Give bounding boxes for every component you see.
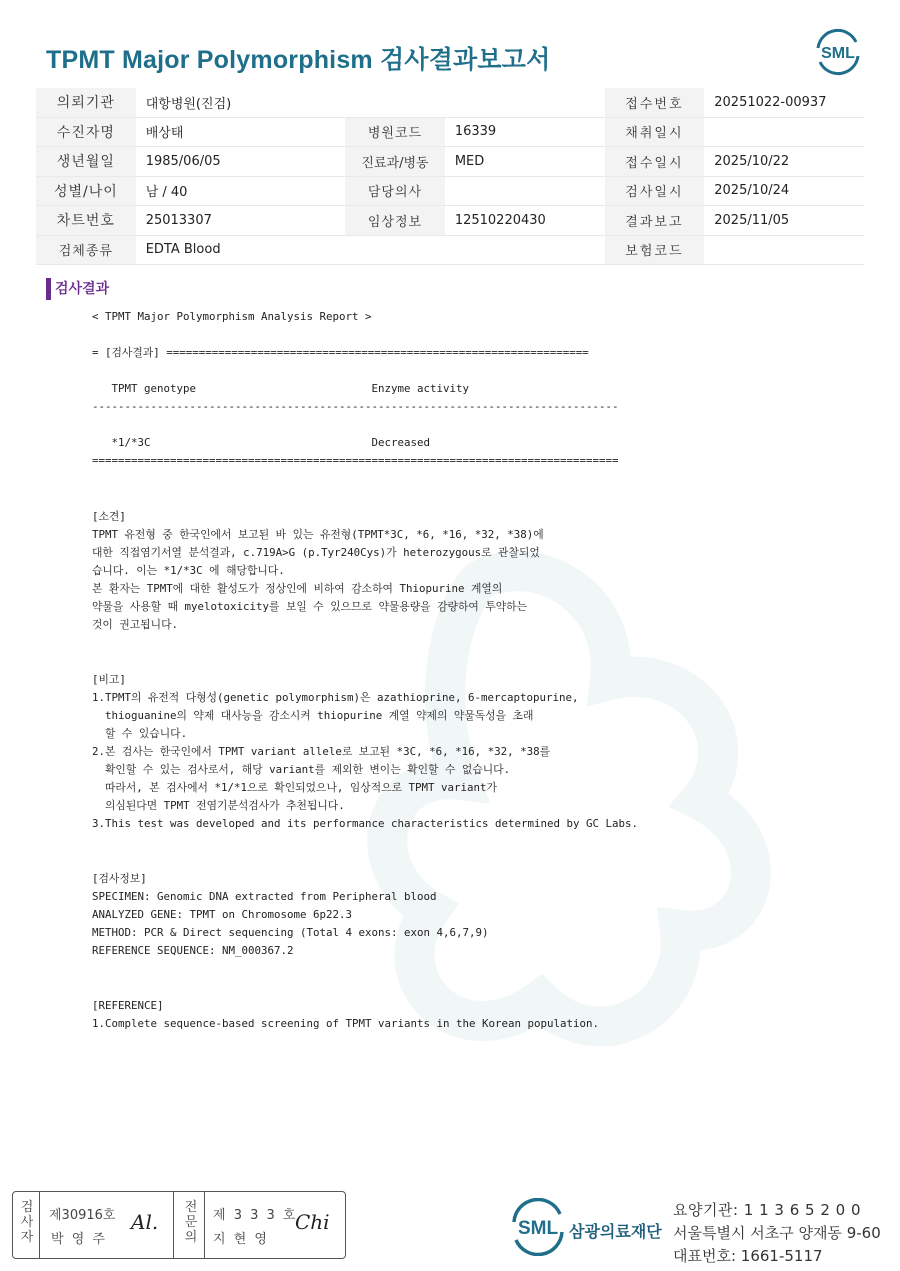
value-birthdate: 1985/06/05 bbox=[136, 147, 345, 177]
equals-divider: ================================================================================= bbox=[92, 454, 619, 467]
reference-line: 1.Complete sequence-based screening of TPMT variants in the Korean population. bbox=[92, 1017, 600, 1030]
value-department: MED bbox=[445, 147, 605, 177]
note-title: [비고] bbox=[92, 673, 126, 686]
note-line: 할 수 있습니다. bbox=[92, 727, 188, 740]
note-line: thioguanine의 약제 대사능을 감소시켜 thiopurine 계열 약제의 약물독성을 초래 bbox=[92, 709, 534, 722]
examiner-license-no: 제30916호 bbox=[49, 1208, 116, 1223]
reference-title: [REFERENCE] bbox=[92, 999, 164, 1012]
patient-info-table bbox=[36, 88, 864, 265]
label-chart-no: 차트번호 bbox=[36, 206, 136, 236]
specialist-name: 지 현 영 bbox=[213, 1232, 269, 1247]
value-receipt-no: 20251022-00937 bbox=[704, 88, 864, 117]
result-column-headers: TPMT genotype Enzyme activity bbox=[92, 382, 470, 395]
value-clinical-info: 12510220430 bbox=[445, 206, 605, 236]
org-phone: 대표번호: 1661-5117 bbox=[673, 1247, 823, 1265]
test-info-line: METHOD: PCR & Direct sequencing (Total 4 exons: exon 4,6,7,9) bbox=[92, 926, 489, 939]
label-specimen-type: 검체종류 bbox=[36, 235, 136, 265]
note-line: 의심된다면 TPMT 전염기분석검사가 추천됩니다. bbox=[92, 799, 345, 812]
examiner-name: 박 영 주 bbox=[51, 1232, 107, 1247]
value-requester: 대항병원(진검) bbox=[136, 88, 445, 117]
note-line: 1.TPMT의 유전적 다형성(genetic polymorphism)은 azathioprine, 6-mercaptopurine, bbox=[92, 691, 579, 704]
specialist-label: 전문의 bbox=[184, 1200, 198, 1245]
info-row bbox=[36, 88, 864, 117]
opinion-line: 것이 권고됩니다. bbox=[92, 618, 179, 631]
label-receipt-date: 접수일시 bbox=[605, 147, 705, 177]
opinion-line: 약물을 사용할 때 myelotoxicity를 보일 수 있으므로 약물용량을 감량하여 투약하는 bbox=[92, 600, 528, 613]
org-name: 삼광의료재단 bbox=[569, 1222, 662, 1241]
test-info-title: [검사정보] bbox=[92, 872, 147, 885]
value-insurance-code bbox=[704, 235, 864, 265]
label-patient-name: 수진자명 bbox=[36, 117, 136, 147]
value-doctor bbox=[445, 176, 605, 206]
label-sex-age: 성별/나이 bbox=[36, 176, 136, 206]
section-heading-results: 검사결과 bbox=[46, 278, 109, 300]
info-row bbox=[36, 176, 864, 206]
value-collection-date bbox=[704, 117, 864, 147]
examiner-signature: Al. bbox=[131, 1210, 159, 1234]
value-hospital-code: 16339 bbox=[445, 117, 605, 147]
examiner-label: 검사자 bbox=[20, 1200, 34, 1245]
result-bar: = [검사결과] ================================================================= bbox=[92, 346, 589, 359]
report-heading: < TPMT Major Polymorphism Analysis Report > bbox=[92, 310, 372, 323]
svg-text:SML: SML bbox=[517, 1218, 559, 1239]
test-info-line: ANALYZED GENE: TPMT on Chromosome 6p22.3 bbox=[92, 908, 353, 921]
label-requester: 의뢰기관 bbox=[36, 88, 136, 117]
specialist-signature: Chi bbox=[295, 1210, 330, 1234]
label-doctor: 담당의사 bbox=[345, 176, 445, 206]
label-receipt-no: 접수번호 bbox=[605, 88, 705, 117]
value-receipt-date: 2025/10/22 bbox=[704, 147, 864, 177]
note-line: 확인할 수 있는 검사로서, 해당 variant를 제외한 변이는 확인할 수 없습니다. bbox=[92, 763, 511, 776]
note-line: 2.본 검사는 한국인에서 TPMT variant allele로 보고된 *3C, *6, *16, *32, *38를 bbox=[92, 745, 551, 758]
value-sex-age: 남 / 40 bbox=[136, 176, 345, 206]
dash-divider: --------------------------------------------------------------------------------- bbox=[92, 400, 619, 413]
svg-text:SML: SML bbox=[821, 45, 855, 62]
value-report-date: 2025/11/05 bbox=[704, 206, 864, 236]
note-line: 3.This test was developed and its performance characteristics determined by GC Labs. bbox=[92, 817, 639, 830]
info-row bbox=[36, 206, 864, 236]
label-test-date: 검사일시 bbox=[605, 176, 705, 206]
label-hospital-code: 병원코드 bbox=[345, 117, 445, 147]
label-department: 진료과/병동 bbox=[345, 147, 445, 177]
sml-logo-icon bbox=[812, 28, 864, 76]
label-insurance-code: 보험코드 bbox=[605, 235, 705, 265]
opinion-line: TPMT 유전형 중 한국인에서 보고된 바 있는 유전형(TPMT*3C, *6, *16, *32, *38)에 bbox=[92, 528, 544, 541]
test-info-line: REFERENCE SEQUENCE: NM_000367.2 bbox=[92, 944, 294, 957]
specialist-license-no: 제 3 3 3 호 bbox=[213, 1208, 298, 1223]
result-row: *1/*3C Decreased bbox=[92, 436, 431, 449]
note-line: 따라서, 본 검사에서 *1/*1으로 확인되었으나, 임상적으로 TPMT variant가 bbox=[92, 781, 497, 794]
opinion-line: 본 환자는 TPMT에 대한 활성도가 정상인에 비하여 감소하여 Thiopurine 계열의 bbox=[92, 582, 503, 595]
org-address: 서울특별시 서초구 양재동 9-60 bbox=[673, 1224, 881, 1242]
opinion-line: 습니다. 이는 *1/*3C 에 해당합니다. bbox=[92, 564, 285, 577]
signature-box bbox=[12, 1191, 346, 1259]
org-code: 요양기관: 1 1 3 6 5 2 0 0 bbox=[673, 1201, 862, 1219]
opinion-line: 대한 직접염기서열 분석결과, c.719A>G (p.Tyr240Cys)가 heterozygous로 관찰되었 bbox=[92, 546, 540, 559]
value-patient-name: 배상태 bbox=[136, 117, 345, 147]
value-chart-no: 25013307 bbox=[136, 206, 345, 236]
value-specimen-type: EDTA Blood bbox=[136, 235, 605, 265]
info-row bbox=[36, 147, 864, 177]
value-test-date: 2025/10/24 bbox=[704, 176, 864, 206]
info-row bbox=[36, 117, 864, 147]
sml-foundation-logo-icon bbox=[508, 1198, 568, 1256]
label-report-date: 결과보고 bbox=[605, 206, 705, 236]
label-collection-date: 채취일시 bbox=[605, 117, 705, 147]
info-row bbox=[36, 235, 864, 265]
report-title: TPMT Major Polymorphism 검사결과보고서 bbox=[46, 46, 551, 74]
opinion-title: [소견] bbox=[92, 510, 126, 523]
label-clinical-info: 임상정보 bbox=[345, 206, 445, 236]
test-info-line: SPECIMEN: Genomic DNA extracted from Peripheral blood bbox=[92, 890, 437, 903]
label-birthdate: 생년월일 bbox=[36, 147, 136, 177]
